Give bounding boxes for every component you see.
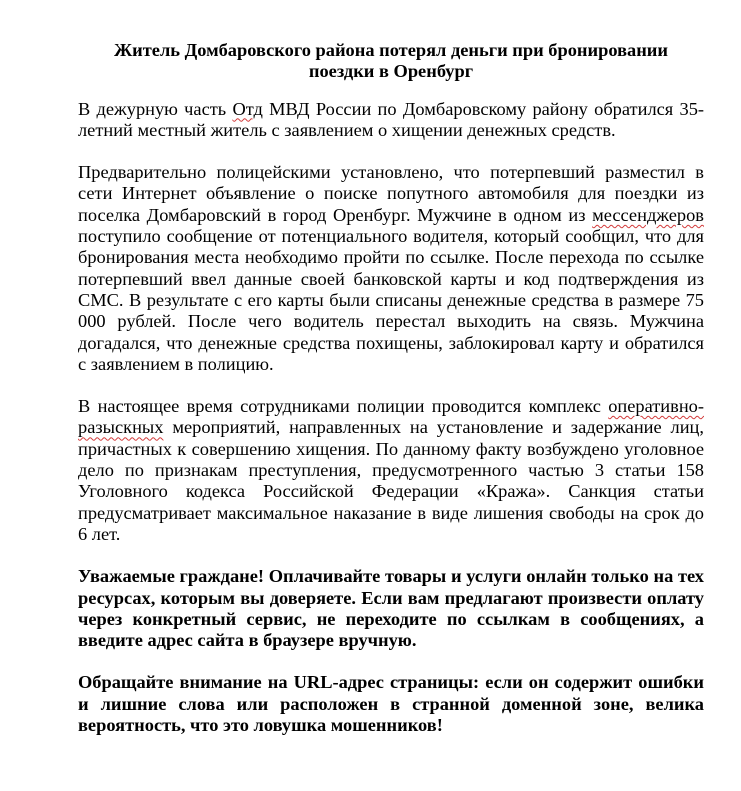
paragraph-investigation xyxy=(78,396,704,545)
paragraph-intro-text-end: МВД России по Домбаровскому району обратился 35-летний местный житель с заявлением о хищении денежных средств. xyxy=(78,98,705,140)
spellcheck-marked-word: оперативно-разыскных xyxy=(78,396,704,438)
paragraph-investigation-text-start: В настоящее время сотрудниками полиции проводится комплекс xyxy=(78,396,609,417)
document-page xyxy=(78,40,704,757)
spellcheck-marked-word: мессенджеров xyxy=(592,204,704,225)
paragraph-intro-text-start: В дежурную часть xyxy=(78,98,233,119)
paragraph-url-advice: Обращайте внимание на URL-адрес страницы: если он содержит ошибки и лишние слова или расположен в странной доменной зоне, велика вероятность, что это ловушка мошенников! xyxy=(78,672,704,736)
paragraph-details xyxy=(78,162,704,375)
paragraph-investigation-text-end: мероприятий, направленных на установление и задержание лиц, причастных к совершению хищения. По данному факту возбуждено уголовное дело по признакам преступления, предусмотренного частью 3 статьи 158 Уголовного кодекса Российской Федерации «Кража». Санкция статьи предусматривает максимальное наказание в виде лишения свободы на срок до 6 лет. xyxy=(78,417,704,544)
spellcheck-marked-word: Отд xyxy=(232,98,263,119)
paragraph-warning: Уважаемые граждане! Оплачивайте товары и услуги онлайн только на тех ресурсах, которым вы доверяете. Если вам предлагают произвести оплату через конкретный сервис, не переходите по ссылкам в сообщениях, а введите адрес сайта в браузере вручную. xyxy=(78,566,704,651)
paragraph-details-text-end: поступило сообщение от потенциального водителя, который сообщил, что для бронирования места необходимо пройти по ссылке. После перехода по ссылке потерпевший ввел данные своей банковской карты и код подтверждения из СМС. В результате с его карты были списаны денежные средства в размере 75 000 рублей. После чего водитель перестал выходить на связь. Мужчина догадался, что денежные средства похищены, заблокировал карту и обратился с заявлением в полицию. xyxy=(78,226,704,374)
article-title: Житель Домбаровского района потерял деньги при бронировании поездки в Оренбург xyxy=(113,40,669,82)
paragraph-intro xyxy=(78,99,704,142)
paragraph-details-text-start: Предварительно полицейскими установлено, что потерпевший разместил в сети Интернет объявление о поиске попутного автомобиля для поездки из поселка Домбаровский в город Оренбург. Мужчине в одном из xyxy=(78,162,704,225)
